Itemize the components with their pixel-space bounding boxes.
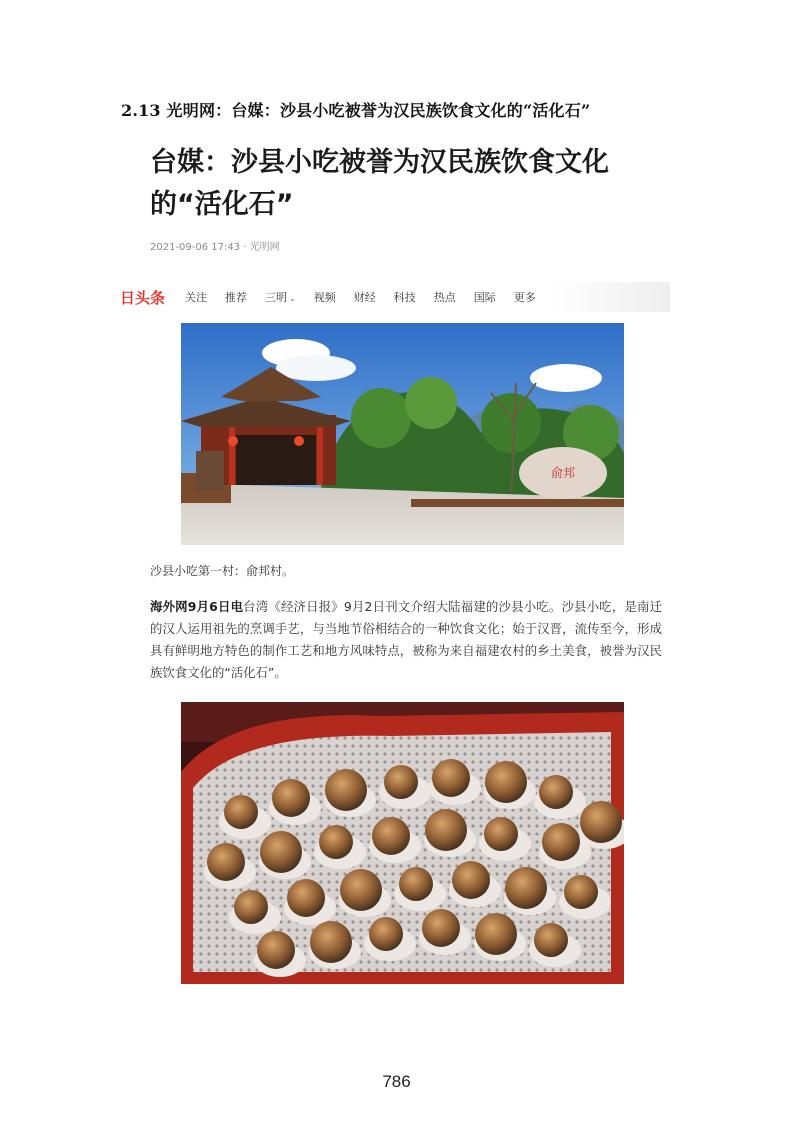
dumpling	[432, 759, 470, 797]
page-number: 786	[382, 1072, 411, 1091]
dumpling	[534, 923, 568, 957]
dumpling	[564, 875, 598, 909]
nav-item-tech[interactable]: 科技	[393, 291, 416, 304]
dumpling	[485, 761, 527, 803]
dumpling	[340, 869, 382, 911]
dumpling	[484, 817, 518, 851]
dumpling	[325, 769, 367, 811]
nav-item-sanming-label: 三明	[265, 291, 288, 304]
nav-bar	[120, 282, 670, 312]
dumpling	[319, 825, 353, 859]
dumpling	[260, 831, 302, 873]
nav-item-follow[interactable]: 关注	[185, 291, 208, 304]
dumpling	[399, 867, 433, 901]
rock-inscription: 俞邦	[550, 466, 576, 480]
article-body-text: 台湾《经济日报》9月2日刊文介绍大陆福建的沙县小吃。沙县小吃，是南迁的汉人运用祖先的烹调手艺，与当地节俗相结合的一种饮食文化；始于汉晋，流传至今，形成具有鲜明地方特色的制作工艺和地方风味特点，被称为来自福建农村的乡土美食，被誉为汉民族饮食文化的“活化石”。	[150, 599, 662, 680]
nav-item-finance[interactable]: 财经	[353, 291, 376, 304]
dumpling	[475, 913, 517, 955]
dumpling	[542, 823, 580, 861]
article-meta: 2021-09-06 17:43 · 光明网	[150, 242, 280, 253]
nav-item-more[interactable]: 更多	[513, 291, 536, 304]
steamed-dumplings-photo	[181, 702, 624, 984]
dumpling	[287, 879, 325, 917]
article-title: 台媒：沙县小吃被誉为汉民族饮食文化的“活化石”	[150, 147, 609, 220]
nav-item-international[interactable]: 国际	[473, 291, 496, 304]
nav-item-recommend[interactable]: 推荐	[225, 291, 248, 304]
dumpling	[580, 801, 622, 843]
nav-item-video[interactable]: 视频	[313, 291, 336, 304]
village-gate-photo	[181, 323, 624, 545]
dumpling	[257, 931, 295, 969]
dumpling	[505, 867, 547, 909]
photo-caption: 沙县小吃第一村：俞邦村。	[150, 564, 295, 578]
dumpling	[207, 843, 245, 881]
dumpling	[234, 890, 268, 924]
dumpling	[539, 775, 573, 809]
dumpling	[372, 817, 410, 855]
article-lead: 海外网9月6日电	[150, 599, 244, 614]
site-logo[interactable]: 日头条	[120, 288, 166, 307]
dumpling	[224, 795, 258, 829]
chevron-down-icon: ⌄	[289, 294, 296, 303]
nav-item-hot[interactable]: 热点	[433, 291, 456, 304]
dumpling	[425, 809, 467, 851]
dumpling	[369, 917, 403, 951]
article-screenshot	[120, 130, 670, 1000]
dumpling	[452, 861, 490, 899]
section-heading: 2.13 光明网：台媒：沙县小吃被誉为汉民族饮食文化的“活化石”	[121, 101, 591, 120]
nav-item-sanming[interactable]	[265, 289, 296, 305]
dumpling	[384, 765, 418, 799]
article-body	[150, 596, 662, 684]
dumpling	[422, 909, 460, 947]
dumpling	[272, 779, 310, 817]
dumpling	[310, 921, 352, 963]
